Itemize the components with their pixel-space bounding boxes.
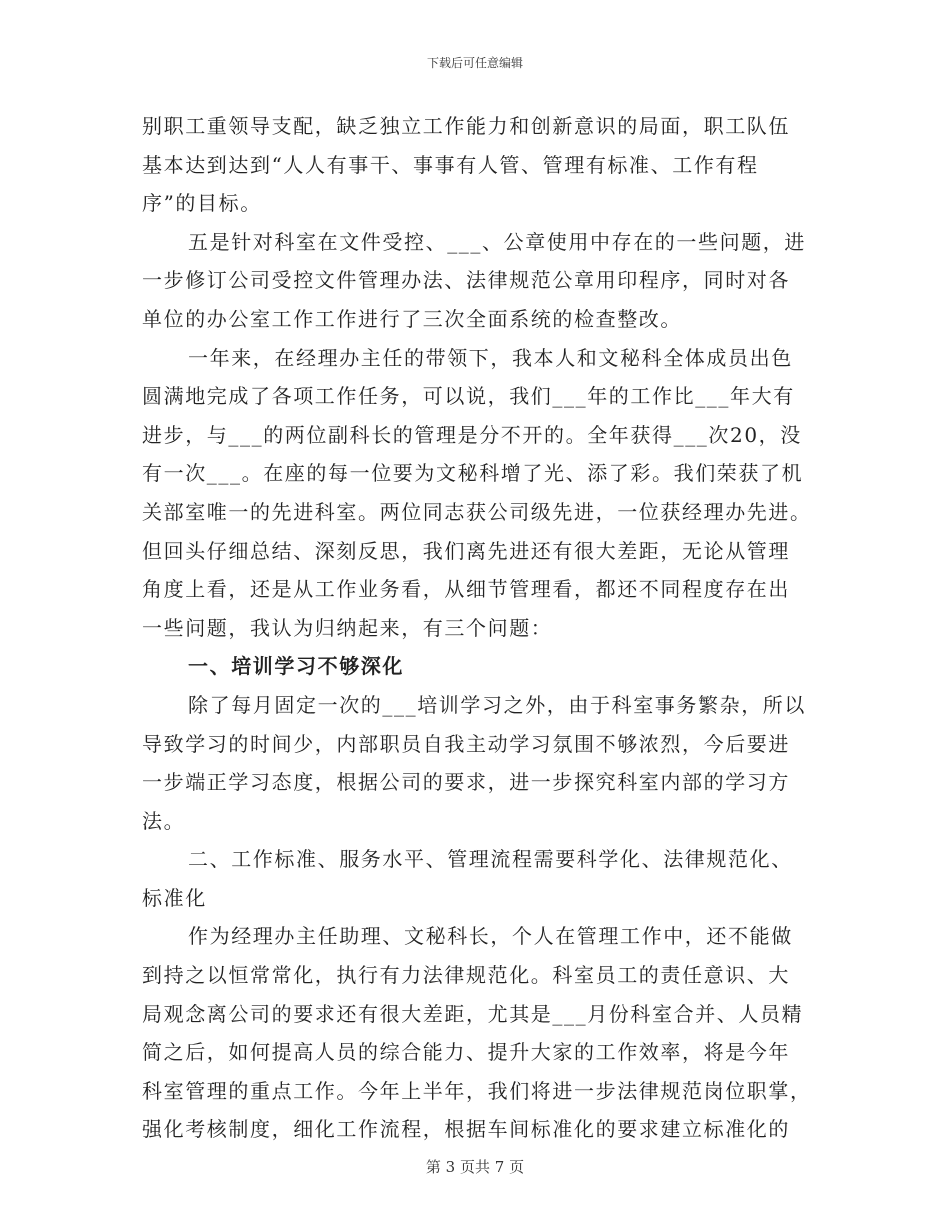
text-line: 一年来，在经理办主任的带领下，我本人和文秘科全体成员出色 (188, 345, 793, 370)
text-line: 别职工重领导支配，缺乏独立工作能力和创新意识的局面，职工队伍 (142, 114, 790, 138)
text-line: 关部室唯一的先进科室。两位同志获公司级先进，一位获经理办先进。 (142, 499, 812, 524)
section-heading: 一、培训学习不够深化 (188, 654, 404, 679)
text-line: 二、工作标准、服务水平、管理流程需要科学化、法律规范化、 (188, 847, 793, 872)
text-line: 序”的目标。 (142, 191, 262, 216)
text-line: 一步端正学习态度，根据公司的要求，进一步探究科室内部的学习方 (142, 770, 790, 795)
text-line: 导致学习的时间少，内部职员自我主动学习氛围不够浓烈，今后要进 (142, 731, 790, 756)
text-line: 基本达到达到“人人有事干、事事有人管、管理有标准、工作有程 (142, 152, 759, 177)
text-line: 作为经理办主任助理、文秘科长，个人在管理工作中，还不能做 (188, 924, 793, 949)
text-line: 标准化 (142, 885, 207, 910)
text-line: 圆满地完成了各项工作任务，可以说，我们___年的工作比___年大有 (142, 384, 795, 409)
page-header: 下载后可任意编辑 (426, 56, 523, 70)
text-line: 到持之以恒常常化，执行有力法律规范化。科室员工的责任意识、大 (142, 963, 790, 988)
document-body (142, 107, 814, 1149)
page-footer: 第 3 页共 7 页 (425, 1158, 525, 1176)
text-line: 局观念离公司的要求还有很大差距，尤其是___月份科室合并、人员精 (142, 1001, 804, 1026)
text-line: 科室管理的重点工作。今年上半年，我们将进一步法律规范岗位职掌， (142, 1078, 812, 1103)
text-line: 角度上看，还是从工作业务看，从细节管理看，都还不同程度存在出 (142, 577, 790, 602)
text-line: 除了每月固定一次的___培训学习之外，由于科室事务繁杂，所以 (188, 692, 806, 717)
text-line: 强化考核制度，细化工作流程，根据车间标准化的要求建立标准化的 (142, 1117, 790, 1142)
text-line: 进步，与___的两位副科长的管理是分不开的。全年获得___次20，没 (142, 422, 802, 447)
text-line: 有一次___。在座的每一位要为文秘科增了光、添了彩。我们荣获了机 (142, 461, 804, 486)
text-line: 单位的办公室工作工作进行了三次全面系统的检查整改。 (142, 306, 682, 331)
text-line: 但回头仔细总结、深刻反思，我们离先进还有很大差距，无论从管理 (142, 538, 790, 563)
text-line: 简之后，如何提高人员的综合能力、提升大家的工作效率，将是今年 (142, 1040, 790, 1065)
text-line: 一步修订公司受控文件管理办法、法律规范公章用印程序，同时对各 (142, 268, 790, 293)
text-line: 法。 (142, 808, 186, 833)
text-line: 一些问题，我认为归纳起来，有三个问题： (142, 615, 553, 640)
text-line: 五是针对科室在文件受控、___、公章使用中存在的一些问题，进 (188, 229, 806, 254)
